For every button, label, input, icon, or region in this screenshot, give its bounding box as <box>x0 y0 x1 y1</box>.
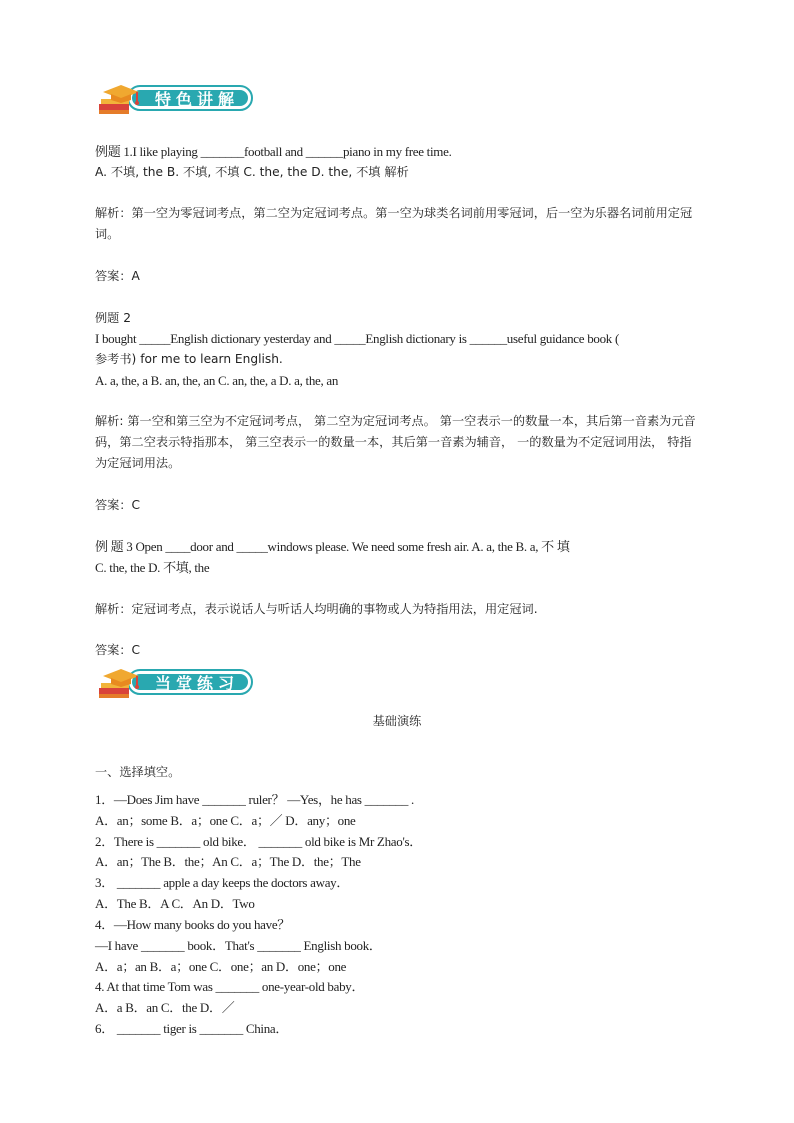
section-banner-practice <box>97 660 259 702</box>
section-subtitle: 基础演练 <box>372 714 422 728</box>
example-3-analysis: 解析：定冠词考点，表示说话人与听话人均明确的事物或人为特指用法，用定冠词. <box>95 602 538 616</box>
example-1-answer: 答案：A <box>95 269 140 283</box>
example-2-heading: 例题 2 <box>95 311 132 325</box>
exercise-line: A．an；The B．the；An C．a；The D．the；The <box>95 854 361 869</box>
example-2-answer: 答案：C <box>95 498 141 512</box>
banner-fill <box>132 673 248 693</box>
graduation-cap-books-icon <box>97 78 143 118</box>
banner-title: 当堂练习 <box>154 673 239 693</box>
example-2-options: A. a, the, a B. an, the, an C. an, the, a D. a, the, an <box>95 373 339 388</box>
exercise-line: 1．—Does Jim have _______ ruler？ —Yes，he has _______ . <box>95 792 414 807</box>
example-1-analysis: 解析：第一空为零冠词考点，第二空为定冠词考点。第一空为球类名词前用零冠词，后一空为乐器名词前用定冠词。 <box>95 206 693 241</box>
section-banner-feature <box>97 76 259 118</box>
exercise-line: 6． _______ tiger is _______ China． <box>95 1021 289 1036</box>
exercise-line: 4．—How many books do you have？ <box>95 917 291 932</box>
exercise-line: A．an；some B．a；one C．a；／ D．any；one <box>95 813 356 828</box>
exercise-heading: 一、选择填空。 <box>95 765 181 779</box>
example-3-options: C. the, the D. 不填, the <box>95 560 210 575</box>
exercise-line: 2．There is _______ old bike． _______ old bike is Mr Zhao's． <box>95 834 422 849</box>
example-1-options: A. 不填, the B. 不填, 不填 C. the, the D. the, 不填 解析 <box>95 165 409 179</box>
banner-frame <box>127 669 253 695</box>
exercise-line: —I have _______ book．That's _______ English book． <box>95 938 382 953</box>
example-1-question: 例题 1.I like playing _______football and ______piano in my free time. <box>95 144 452 159</box>
exercise-line: A．a；an B．a；one C．one；an D．one；one <box>95 959 347 974</box>
banner-frame <box>127 85 253 111</box>
example-2-analysis: 解析: 第一空和第三空为不定冠词考点， 第二空为定冠词考点。 第一空表示一的数量一本，其后第一音素为元音码，第二空表示特指那本， 第三空表示一的数量一本，其后第一音素为辅音， 一的数量为不定冠词用法， 特指为定冠词用法。 <box>95 414 696 470</box>
exercise-line: 3． _______ apple a day keeps the doctors away． <box>95 875 350 890</box>
banner-fill <box>132 89 248 109</box>
example-2-question-cont: 参考书) for me to learn English. <box>95 352 283 366</box>
example-3-answer: 答案：C <box>95 643 141 657</box>
banner-title: 特色讲解 <box>154 89 239 109</box>
exercise-line: A．a B．an C．the D．／ <box>95 1000 235 1015</box>
example-3-question: 例 题 3 Open ____door and _____windows please. We need some fresh air. A. a, the B. a, 不 填 <box>95 539 570 554</box>
example-2-question: I bought _____English dictionary yesterday and _____English dictionary is ______useful guidance book ( <box>95 331 619 346</box>
exercise-line: 4. At that time Tom was _______ one-year-old baby． <box>95 979 365 994</box>
graduation-cap-books-icon <box>97 662 143 702</box>
exercise-line: A．The B．A C．An D．Two <box>95 896 255 911</box>
